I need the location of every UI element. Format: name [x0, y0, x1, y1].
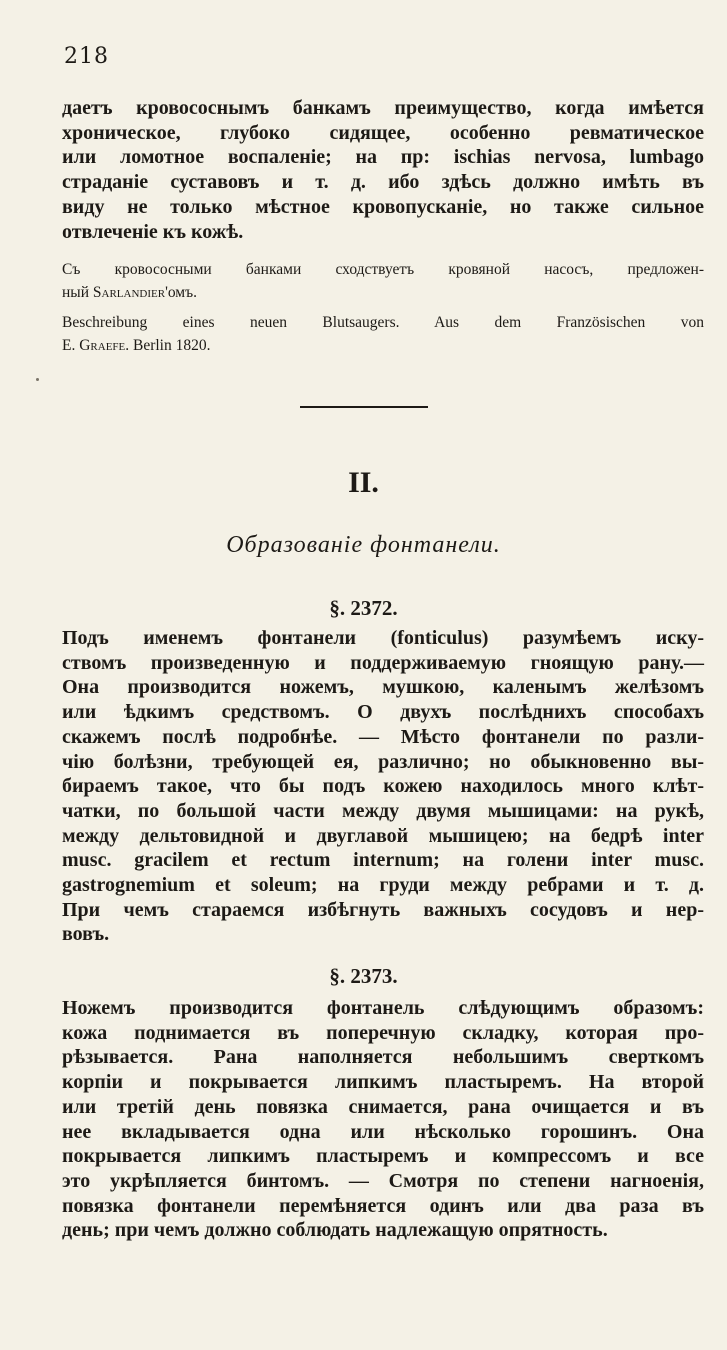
note-line: Beschreibung eines neuen Blutsaugers. Aus dem Französischen von [62, 314, 704, 331]
text-line: чатки, по большой части между двумя мышицами: на рукѣ, [62, 799, 704, 822]
text-line: корпіи и покрывается липкимъ пластыремъ. На второй [62, 1071, 704, 1094]
paper-speck [36, 378, 39, 381]
text-line: чію болѣзни, требующей ея, различно; но обыкновенно вы- [62, 750, 704, 773]
note-line: Съ кровососными банками сходствуетъ кровяной насосъ, предложен- [62, 261, 704, 278]
text-line: musc. gracilem et rectum internum; на голени inter musc. [62, 849, 704, 872]
section-divider [300, 406, 428, 408]
paragraph-2373-body [62, 996, 704, 1243]
text-line: покрывается липкимъ пластыремъ и компрессомъ и все [62, 1145, 704, 1168]
text-line: повязка фонтанели перемѣняется одинъ или два раза въ [62, 1194, 704, 1217]
text-line: или третій день повязка снимается, рана очищается и въ [62, 1095, 704, 1118]
section-title: Образованіе фонтанели. [226, 532, 501, 558]
text-line: gastrognemium et soleum; на груди между ребрами и т. д. [62, 874, 704, 897]
text-line: даетъ кровососнымъ банкамъ преимущество, когда имѣется [62, 97, 704, 119]
text-line: нее вкладывается одна или нѣсколько горошинъ. Она [62, 1120, 704, 1143]
footnote-pump [62, 258, 704, 304]
text-line: это укрѣпляется бинтомъ. — Смотря по степени нагноенія, [62, 1169, 704, 1192]
page-number: 218 [64, 44, 109, 69]
text-line: отвлеченіе къ кожѣ. [62, 220, 244, 243]
author-name: Sarlandier [92, 284, 166, 301]
section-numeral: II. [348, 466, 379, 499]
text-line: При чемъ стараемся избѣгнуть важныхъ сосудовъ и нер- [62, 898, 704, 921]
text-line: вовъ. [62, 923, 110, 946]
text-line: или ломотное воспаленіе; на пр: ischias nervosa, lumbago [62, 146, 704, 169]
text-line: или ѣдкимъ средствомъ. О двухъ послѣднихъ способахъ [62, 701, 704, 724]
note-line: ный Sarlandier'омъ. [62, 284, 198, 301]
text-line: хроническое, глубоко сидящее, особенно ревматическое [62, 121, 704, 144]
text-line: Ножемъ производится фонтанель слѣдующимъ образомъ: [62, 997, 704, 1019]
text-line: бираемъ такое, что бы подъ кожею находилось много клѣт- [62, 775, 704, 798]
text-line: между дельтовидной и двуглавой мышицею; на бедрѣ inter [62, 824, 704, 847]
text-line: Она производится ножемъ, мушкою, каленымъ желѣзомъ [62, 676, 704, 699]
text-line: скажемъ послѣ подробнѣе. — Мѣсто фонтанели по разли- [62, 725, 704, 748]
text-line: ствомъ произведенную и поддерживаемую гноящую рану.— [62, 651, 704, 674]
top-paragraph [62, 96, 704, 244]
text-line: Подъ именемъ фонтанели (fonticulus) разумѣемъ иску- [62, 627, 704, 649]
text-line: страданіе суставовъ и т. д. ибо здѣсь должно имѣть въ [62, 171, 704, 194]
paragraph-2372-body [62, 626, 704, 947]
paragraph-mark-2373: §. 2373. [329, 964, 398, 988]
text-line: день; при чемъ должно соблюдать надлежащую опрятность. [62, 1219, 608, 1242]
text-line: рѣзывается. Рана наполняется небольшимъ сверткомъ [62, 1046, 704, 1069]
note-line: E. Graefe. Berlin 1820. [62, 337, 211, 354]
footnote-reference [62, 311, 704, 357]
text-line: виду не только мѣстное кровопусканіе, но также сильное [62, 195, 704, 218]
text-line: кожа поднимается въ поперечную складку, которая про- [62, 1021, 704, 1044]
author-name: Graefe [79, 337, 126, 354]
paragraph-mark-2372: §. 2372. [329, 596, 398, 620]
